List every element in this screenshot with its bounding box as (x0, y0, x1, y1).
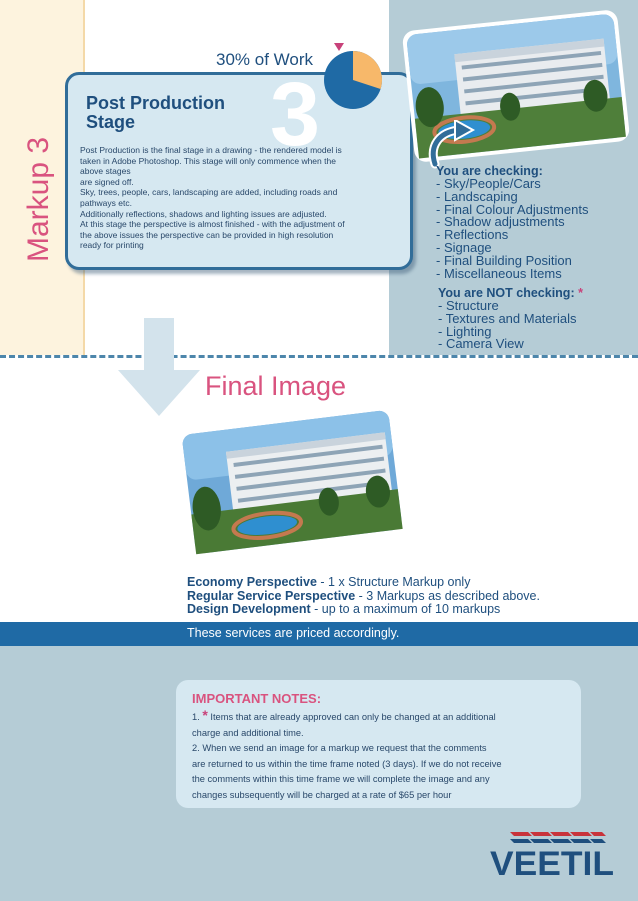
stage-description (80, 145, 392, 251)
note-2-line: the comments within this time frame we will complete the image and any (192, 774, 490, 785)
not-checking-item: - Textures and Materials (438, 310, 577, 326)
stage-body-line: Additionally reflections, shadows and lighting issues are adjusted. (80, 208, 327, 219)
stage-title-line-1: Post Production (86, 93, 225, 113)
product-desc: - 1 x Structure Markup only (316, 575, 471, 589)
stage-body-line: Post Production is the final stage in a drawing - the rendered model is (80, 145, 342, 155)
final-image-title: Final Image (205, 371, 347, 401)
product-desc: - 3 Markups as described above. (355, 588, 540, 603)
note-1 (192, 708, 572, 726)
veetil-logo (488, 830, 618, 878)
work-pie-chart (323, 50, 383, 110)
checking-item: - Final Building Position (436, 252, 572, 268)
stage-body-line: the above issues the perspective can be provided in high resolution (80, 229, 334, 240)
not-checking-heading-text: You are NOT checking: (438, 286, 575, 300)
stage-body-line: At this stage the perspective is almost finished - with the adjustment of (80, 219, 345, 230)
down-arrow-icon (118, 318, 200, 418)
curved-arrow-icon (421, 120, 477, 170)
stage-title (86, 94, 276, 132)
checking-item: - Sky/People/Cars (436, 176, 541, 191)
product-list (187, 576, 627, 617)
checking-item: - Landscaping (436, 188, 518, 204)
stage-body-line: are signed off. (80, 176, 134, 187)
note-1-text: Items that are already approved can only be changed at an additional (207, 712, 496, 722)
section-divider (0, 355, 638, 358)
checking-heading: You are checking: (436, 164, 543, 178)
pie-marker-icon (334, 43, 344, 51)
work-percent-label: 30% of Work (216, 50, 314, 69)
checking-item: - Reflections (436, 227, 509, 243)
note-1-continued: charge and additional time. (192, 727, 304, 738)
not-checking-item: - Camera View (438, 336, 524, 352)
asterisk-marker: * (578, 286, 583, 300)
markup-label: Markup (22, 161, 55, 262)
checking-item: - Miscellaneous Items (436, 265, 562, 281)
important-notes-body (192, 708, 572, 804)
not-checking-list (438, 286, 638, 351)
stage-body-line: taken in Adobe Photoshop. This stage will only commence when the (80, 155, 336, 166)
product-name: Economy Perspective (187, 575, 317, 589)
product-item (187, 603, 627, 617)
not-checking-item: - Lighting (438, 323, 492, 339)
note-2-line: are returned to us within the time frame noted (3 days). If we do not receive (192, 758, 502, 769)
final-building-photo (176, 406, 408, 556)
stage-body-line: above stages (80, 166, 131, 177)
markup-number: 3 (22, 136, 55, 154)
svg-text:VEETIL: VEETIL (490, 845, 614, 878)
important-notes-title: IMPORTANT NOTES: (192, 691, 322, 706)
stage-title-line-2: Stage (86, 112, 136, 132)
note-2-line: 2. When we send an image for a markup we request that the comments (192, 743, 487, 754)
product-item (187, 576, 627, 590)
pricing-band-text: These services are priced accordingly. (187, 626, 400, 640)
stage-body-line: Sky, trees, people, cars, landscaping are added, including roads and (80, 187, 338, 198)
markup-vertical-title (22, 92, 62, 262)
stage-body-line: pathways etc. (80, 197, 132, 208)
stage-body-line: ready for printing (80, 240, 144, 251)
not-checking-item: - Structure (438, 298, 499, 313)
note-2-line: changes subsequently will be charged at a rate of $65 per hour (192, 789, 452, 800)
product-item (187, 590, 627, 604)
stage-number: 3 (270, 65, 321, 165)
checking-list (436, 164, 636, 280)
asterisk-marker: * (202, 707, 208, 723)
product-desc: - up to a maximum of 10 markups (310, 602, 501, 616)
product-name: Design Development (187, 602, 311, 616)
note-1-number: 1. (192, 712, 200, 722)
checking-item: - Final Colour Adjustments (436, 201, 589, 217)
product-name: Regular Service Perspective (187, 588, 356, 603)
checking-item: - Signage (436, 239, 492, 255)
checking-item: - Shadow adjustments (436, 214, 565, 230)
